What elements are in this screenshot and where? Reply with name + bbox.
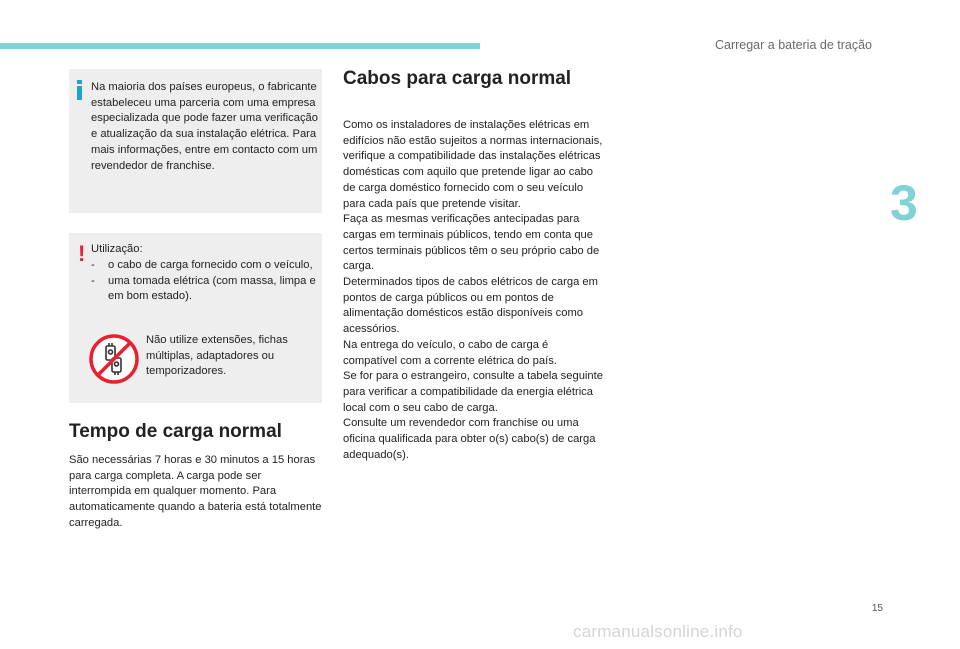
info-icon (77, 80, 82, 98)
prohibition-text: Não utilize extensões, fichas múltiplas, adaptadores ou temporizadores. (146, 334, 288, 378)
section-title: Carregar a bateria de tração (714, 38, 872, 52)
warning-intro: Utilização: (91, 243, 143, 255)
chapter-number: 3 (890, 175, 918, 231)
list-item: - o cabo de carga fornecido com o veículo, (91, 259, 313, 271)
watermark: carmanualsonline.info (573, 622, 743, 641)
warning-icon: ! (78, 241, 86, 266)
cabos-paragraph: Como os instaladores de instalações elétricas em edifícios não estão sujeitos a normas internacionais, verifique a compatibilidade das instalações elétricas domésticas com aquilo que pretende ligar ao cabo de carga doméstico fornecido com o seu veículo para cada país que pretende visitar. (343, 119, 603, 210)
cabos-text (343, 118, 605, 463)
cabos-paragraph: Na entrega do veículo, o cabo de carga é compatível com a corrente elétrica do país. (343, 338, 557, 367)
cabos-paragraph: Consulte um revendedor com franchise ou uma oficina qualificada para obter o(s) cabo(s) de carga adequado(s). (343, 417, 596, 461)
header-accent-bar (0, 43, 480, 49)
warning-list (91, 258, 319, 305)
cabos-paragraph: Se for para o estrangeiro, consulte a tabela seguinte para verificar a compatibilidade da energia elétrica local com o seu cabo de carga. (343, 370, 603, 414)
no-adapter-icon (89, 334, 139, 384)
cabos-paragraph: Faça as mesmas verificações antecipadas para cargas em terminais públicos, tendo em conta que certos terminais públicos têm o seu próprio cabo de carga. (343, 213, 600, 273)
heading-cabos: Cabos para carga normal (343, 68, 572, 89)
cabos-paragraph: Determinados tipos de cabos elétricos de carga em pontos de carga públicos ou em pontos de alimentação domésticos estão disponíveis como acessórios. (343, 276, 598, 336)
tempo-text: São necessárias 7 horas e 30 minutos a 15 horas para carga completa. A carga pode ser interrompida em qualquer momento. Para automaticamente quando a bateria está totalmente carregada. (69, 454, 322, 529)
list-item: - uma tomada elétrica (com massa, limpa e em bom estado). (91, 274, 316, 303)
page-number: 15 (871, 603, 883, 614)
info-box-text: Na maioria dos países europeus, o fabricante estabeleceu uma parceria com uma empresa especializada que pode fazer uma verificação e atualização da sua instalação elétrica. Para mais informações, entre em contacto com um revendedor de franchise. (91, 81, 318, 172)
heading-tempo: Tempo de carga normal (69, 421, 282, 442)
